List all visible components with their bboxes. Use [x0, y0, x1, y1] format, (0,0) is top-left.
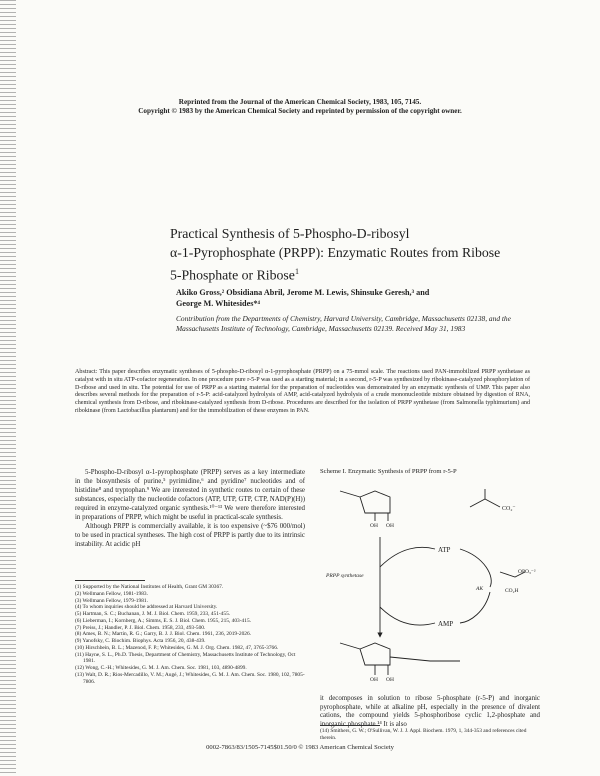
footnote-3: (3) Wellmann Fellow, 1979-1981. [75, 597, 148, 604]
authors-line-2: George M. Whitesides*⁴ [176, 299, 260, 308]
recycle-arc-2 [460, 592, 490, 623]
article-title [170, 224, 580, 285]
footnote-rule [75, 580, 145, 581]
footnote-8: (8) Ames, B. N.; Martin, R. G.; Garry, B. J. J. Biol. Chem. 1961, 236, 2019-2026. [75, 631, 252, 638]
body-right-continuation: it decomposes in solution to ribose 5-phosphate (r-5-P) and inorganic pyrophosphate, while at alkaline pH, especially in the presence of divalent cations, the compound yields 5-phosphoribose cyclic 1,2-phosphate and inorganic phosphate.¹⁴ It is also [320, 695, 540, 728]
atp-label: ATP [438, 546, 451, 554]
prpp-structure [340, 643, 460, 683]
title-line-1: Practical Synthesis of 5-Phospho-D-ribosyl [170, 226, 410, 241]
carboxylic-acid-label: CO₂H [505, 588, 519, 594]
footnote-5: (5) Hartman, S. C.; Buchanan, J. M. J. Biol. Chem. 1959, 233, 451-455. [75, 611, 231, 617]
enzyme-label: PRPP synthetase [326, 573, 364, 579]
title-line-3 [170, 262, 580, 285]
copyright-line: Copyright © 1983 by the American Chemical Society and reprinted by permission of the copyright owner. [138, 107, 462, 115]
authors-line-1: Akiko Gross,² Obsidiana Abril, Jerome M. Lewis, Shinsuke Geresh,³ and [176, 288, 430, 297]
body-paragraph-2: Although PRPP is commercially available, it is too expensive (~$76 000/mol) to be used in practical syntheses. The high cost of PRPP is partly due to its intrinsic instability. At acidic pH [75, 523, 305, 548]
footnote-rule-right [320, 725, 380, 726]
footnote-4: (4) To whom inquiries should be addressed at Harvard University. [75, 604, 218, 611]
abstract: Abstract: This paper describes enzymatic syntheses of 5-phospho-D-ribosyl α-1-pyrophosphate (PRPP) on a 75-mmol scale. The reactions used PAN-immobilized PRPP synthetase as catalyst with in situ ATP-cofactor regeneration. In one procedure pure r-5-P was used as a starting material; in a second, r-5-P was synthesized by ribokinase-catalyzed phosphorylation of D-ribose and used in situ. The potential for use of PRPP as a starting material for the preparation of nucleotides was demonstrated by an enzymatic synthesis of UMP. This paper also describes several methods for the preparation of r-5-P: acid-catalyzed hydrolysis of AMP, acid-catalyzed hydrolysis of a crude mononucleotide mixture obtained by digestion of RNA, chemical synthesis from D-ribose, and ribokinase-catalyzed synthesis from D-ribose. Procedures are described for the isolation of PRPP synthetase (from Salmonella typhimurium) and ribokinase (from Lactobacillus plantarum) and for the immobilization of these enzymes in PAN. [75, 369, 530, 414]
page-footer: 0002-7863/83/1505-7145$01.50/0 © 1983 American Chemical Society [206, 744, 394, 751]
oh-label-2: OH [386, 523, 394, 529]
reprint-line: Reprinted from the Journal of the American Chemical Society, 1983, 105, 7145. [178, 98, 422, 106]
title-line-2: α-1-Pyrophosphate (PRPP): Enzymatic Routes from Ribose [170, 245, 501, 260]
scheme-1 [320, 468, 540, 697]
reprint-header [0, 98, 600, 116]
title-footnote-mark: 1 [294, 267, 299, 276]
scan-binding-edge [0, 0, 16, 776]
adenylate-kinase-label: AK [476, 586, 484, 592]
footnote-1: (1) Supported by the National Institutes of Health, Grant GM 30367. [75, 584, 224, 590]
footnote-6: (6) Lieberman, I.; Kornberg, A.; Simms, E. S. J. Biol. Chem. 1955, 215, 403-415. [75, 617, 251, 624]
phosphoenolpyruvate-structure [500, 569, 536, 594]
body-left-column [75, 468, 305, 549]
title-line-3-text: 5-Phosphate or Ribose [170, 267, 295, 283]
footnote-13: (13) Walt, D. R.; Rios-Mercadillo, V. M.; Augé, J.; Whitesides, G. M. J. Am. Chem. Soc. 1980, 102, 7805-7806. [75, 671, 305, 685]
amp-label: AMP [438, 620, 454, 628]
footnote-12: (12) Wong, C.-H.; Whitesides, G. M. J. Am. Chem. Soc. 1981, 103, 4890-4899. [75, 665, 247, 671]
footnote-10: (10) Hirschbein, B. L.; Mazenod, F. P.; Whitesides, G. M. J. Org. Chem. 1982, 47, 3765-3766. [75, 644, 279, 651]
recycle-arc-1 [460, 549, 491, 587]
amp-arc [380, 607, 435, 625]
oh-label-1: OH [370, 523, 378, 529]
author-list [176, 287, 496, 309]
atp-arc [380, 547, 435, 567]
phosphate-label: OPO₃⁻² [518, 569, 536, 575]
scheme-caption: Scheme I. Enzymatic Synthesis of PRPP from r-5-P [320, 468, 457, 475]
affiliation: Contribution from the Departments of Chemistry, Harvard University, Cambridge, Massachusetts 02138, and the Massachusetts Institute of Technology, Cambridge, Massachusetts 02139. Received May 31, 1983 [176, 314, 511, 333]
footnote-14: (14) Smithers, G. W.; O'Sullivan, W. J. J. Appl. Biochem. 1979, 1, 344-353 and references cited therein. [320, 728, 527, 741]
body-paragraph-1: 5-Phospho-D-ribosyl α-1-pyrophosphate (PRPP) serves as a key intermediate in the biosynthesis of purine,⁵ pyrimidine,⁶ and pyridine⁷ nucleotides and of histidine⁸ and tryptophan.⁹ We are interested in synthetic routes to certain of these substances, especially the nucleotide cofactors (ATP, UTP, GTP, CTP, NAD(P)(H)) required in enzyme-catalyzed organic synthesis.¹⁰⁻¹³ We were therefore interested in preparations of PRPP, which might be useful in practical-scale synthesis. [75, 469, 305, 521]
footnote-7: (7) Preiss, J.; Handler, P. J. Biol. Chem. 1958, 233, 493-500. [75, 624, 206, 631]
oh-label-3: OH [370, 677, 378, 683]
scheme-diagram [320, 477, 540, 697]
footnote-9: (9) Yanofsky, C. Biochim. Biophys. Acta 1956, 20, 438-439. [75, 638, 206, 644]
footnote-11: (11) Hayne, S. L., Ph.D. Thesis, Department of Chemistry, Massachusetts Institute of Technology, Oct 1981. [75, 651, 296, 665]
ribose-5-phosphate-structure [340, 491, 394, 529]
footnote-list [75, 584, 305, 685]
oh-label-4: OH [386, 677, 394, 683]
pep-structure [470, 489, 516, 512]
footnote-2: (2) Wellmann Fellow, 1981-1983. [75, 590, 148, 597]
carboxylate-label: CO₂⁻ [502, 506, 516, 512]
